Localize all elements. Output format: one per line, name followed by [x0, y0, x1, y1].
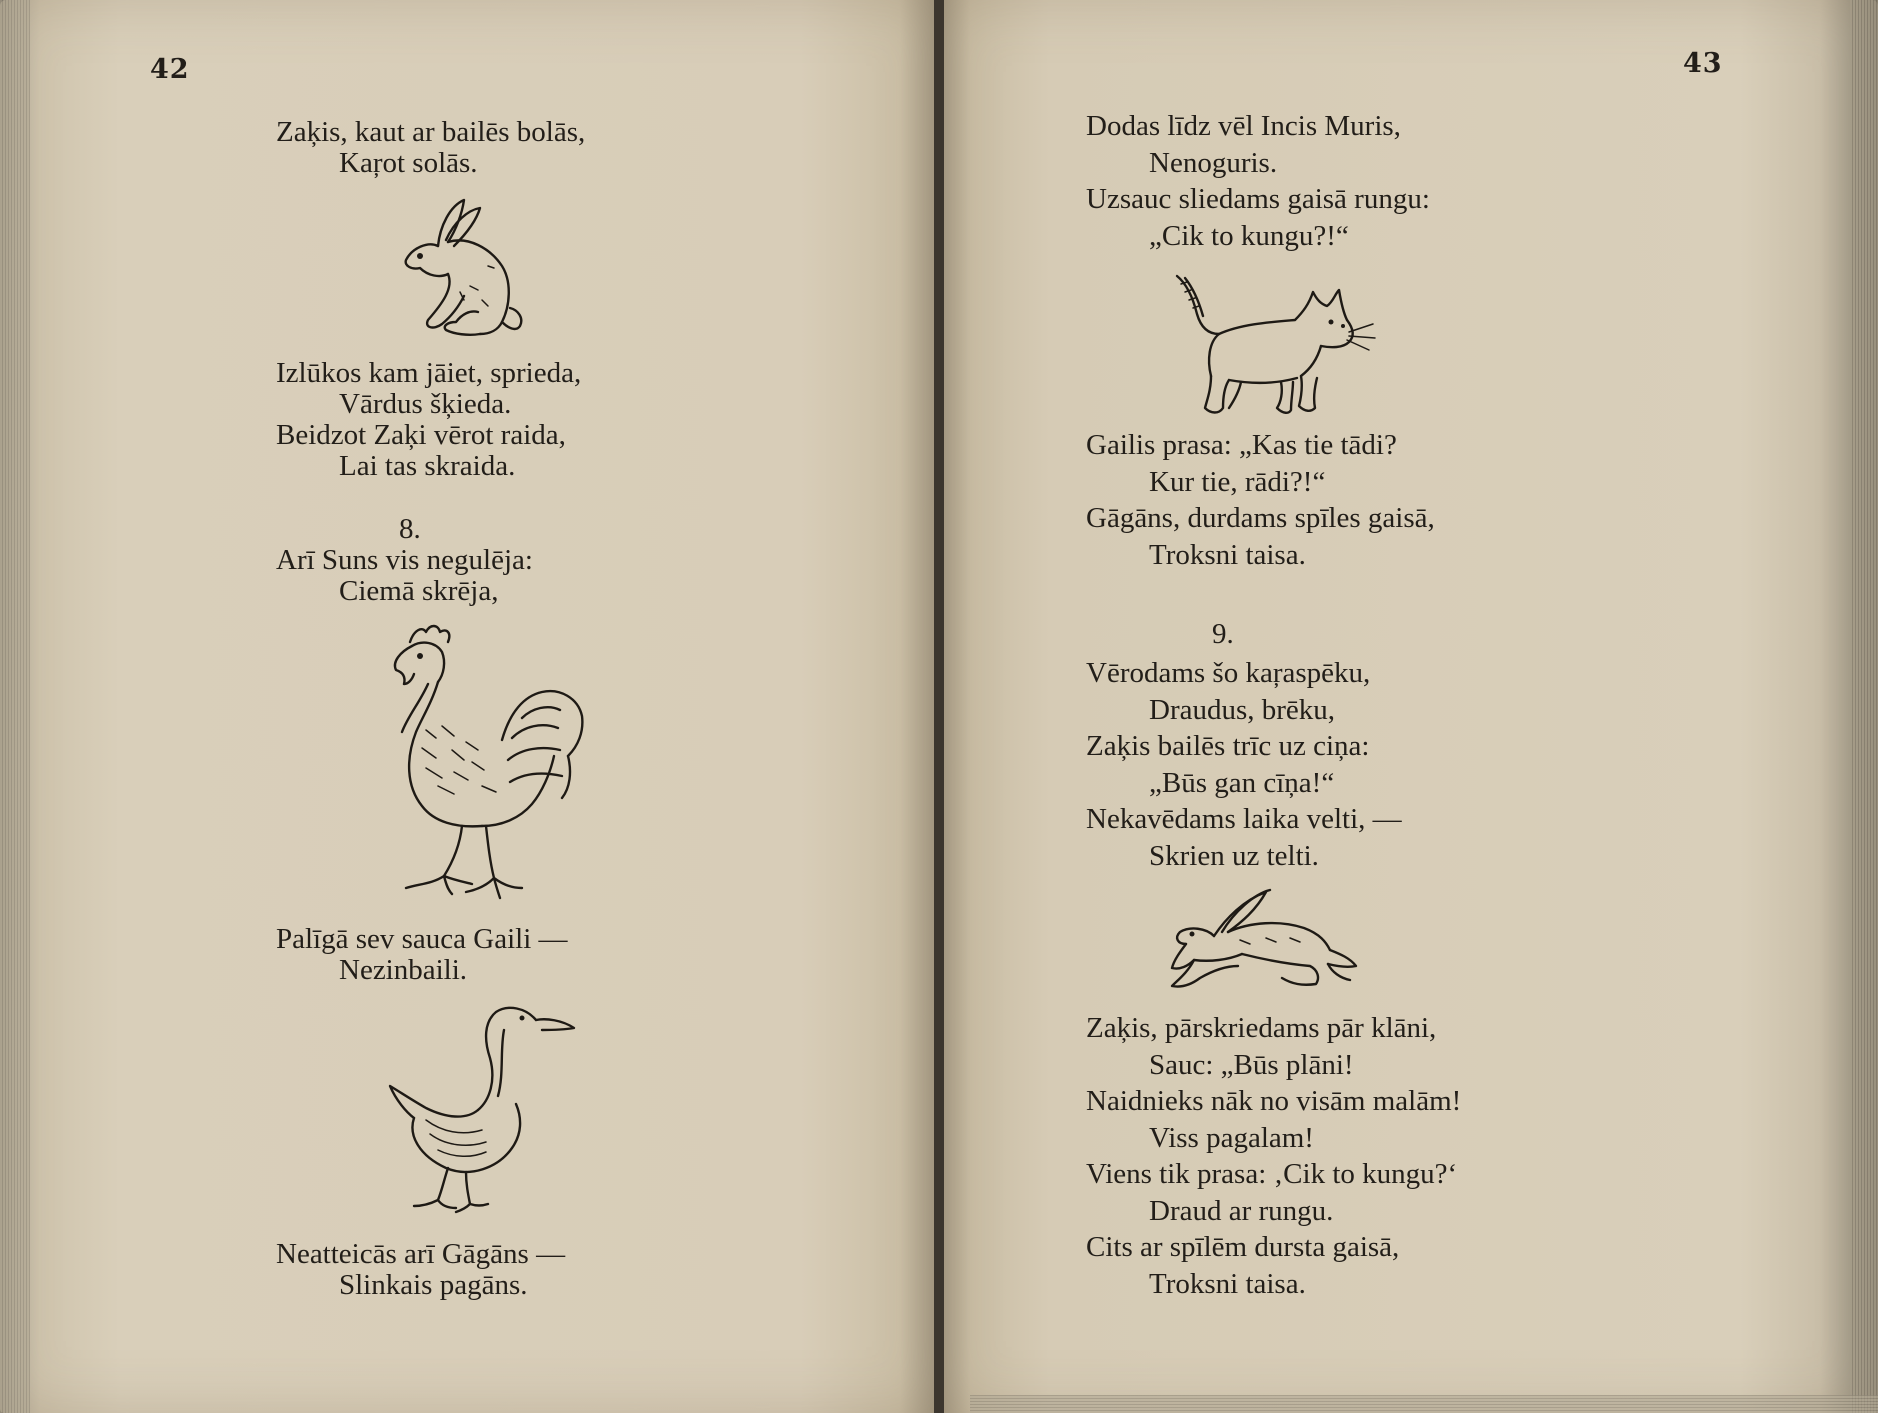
verse-line: Palīgā sev sauca Gaili — — [276, 923, 568, 955]
verse-line: Gāgāns, durdams spīles gaisā, — [1086, 502, 1435, 534]
verse-line: Kur tie, rādi?!“ — [1149, 465, 1326, 498]
goose-icon — [386, 1000, 580, 1214]
verse-line: Ciemā skrēja, — [339, 575, 499, 607]
page-number-right: 43 — [1683, 48, 1723, 79]
verse-line: Viens tik prasa: ‚Cik to kungu?‘ — [1086, 1158, 1458, 1190]
running-hare-icon — [1170, 888, 1360, 992]
stanza — [1086, 655, 1402, 874]
verse-line: Kaŗot solās. — [339, 147, 478, 179]
stanza — [276, 1239, 565, 1301]
stanza — [1086, 108, 1430, 254]
page-number-left: 42 — [150, 54, 190, 85]
stanza — [276, 924, 568, 986]
stanza — [276, 545, 533, 607]
verse-line: Troksni taisa. — [1149, 1267, 1306, 1300]
verse-line: Arī Suns vis negulēja: — [276, 544, 533, 576]
stanza — [1086, 427, 1435, 573]
verse-line: Vērodams šo kaŗaspēku, — [1086, 657, 1371, 689]
verse-line: Nekavēdams laika velti, — — [1086, 803, 1402, 835]
verse-line: Uzsauc sliedams gaisā rungu: — [1086, 183, 1430, 215]
verse-line: Skrien uz telti. — [1149, 839, 1319, 872]
stanza — [276, 117, 585, 179]
verse-line: Viss pagalam! — [1149, 1121, 1314, 1154]
verse-line: Zaķis, pārskriedams pār klāni, — [1086, 1012, 1437, 1044]
stanza — [276, 358, 581, 482]
verse-line: Vārdus šķieda. — [339, 388, 512, 420]
stanza — [1086, 1010, 1461, 1302]
section-number: 9. — [1212, 618, 1234, 650]
verse-line: Nenoguris. — [1149, 146, 1278, 179]
verse-line: Dodas līdz vēl Incis Muris, — [1086, 110, 1401, 142]
verse-line: „Cik to kungu?!“ — [1149, 219, 1349, 252]
page-edge — [970, 1395, 1878, 1413]
verse-line: Sauc: „Būs plāni! — [1149, 1048, 1354, 1081]
verse-line: Zaķis bailēs trīc uz ciņa: — [1086, 730, 1370, 762]
verse-line: Draudus, brēku, — [1149, 693, 1336, 726]
verse-line: Troksni taisa. — [1149, 538, 1306, 571]
left-page — [0, 0, 938, 1413]
sitting-hare-icon — [398, 196, 538, 338]
verse-line: Izlūkos kam jāiet, sprieda, — [276, 357, 582, 389]
verse-line: Nezinbaili. — [339, 954, 468, 986]
verse-line: Lai tas skraida. — [339, 450, 516, 482]
section-number: 8. — [399, 513, 421, 545]
verse-line: Cits ar spīlēm dursta gaisā, — [1086, 1231, 1400, 1263]
verse-line: Draud ar rungu. — [1149, 1194, 1334, 1227]
verse-line: Gailis prasa: „Kas tie tādi? — [1086, 429, 1397, 461]
page-edge — [1850, 0, 1878, 1413]
page-edge — [0, 0, 30, 1413]
rooster-icon — [382, 622, 586, 904]
book-gutter — [934, 0, 944, 1413]
verse-line: Neatteicās arī Gāgāns — — [276, 1238, 566, 1270]
verse-line: Slinkais pagāns. — [339, 1269, 528, 1301]
verse-line: Naidnieks nāk no visām malām! — [1086, 1085, 1462, 1117]
cat-icon — [1171, 272, 1381, 418]
right-page — [940, 0, 1878, 1413]
verse-line: Zaķis, kaut ar bailēs bolās, — [276, 116, 586, 148]
verse-line: „Būs gan cīņa!“ — [1149, 766, 1335, 799]
verse-line: Beidzot Zaķi vērot raida, — [276, 419, 566, 451]
